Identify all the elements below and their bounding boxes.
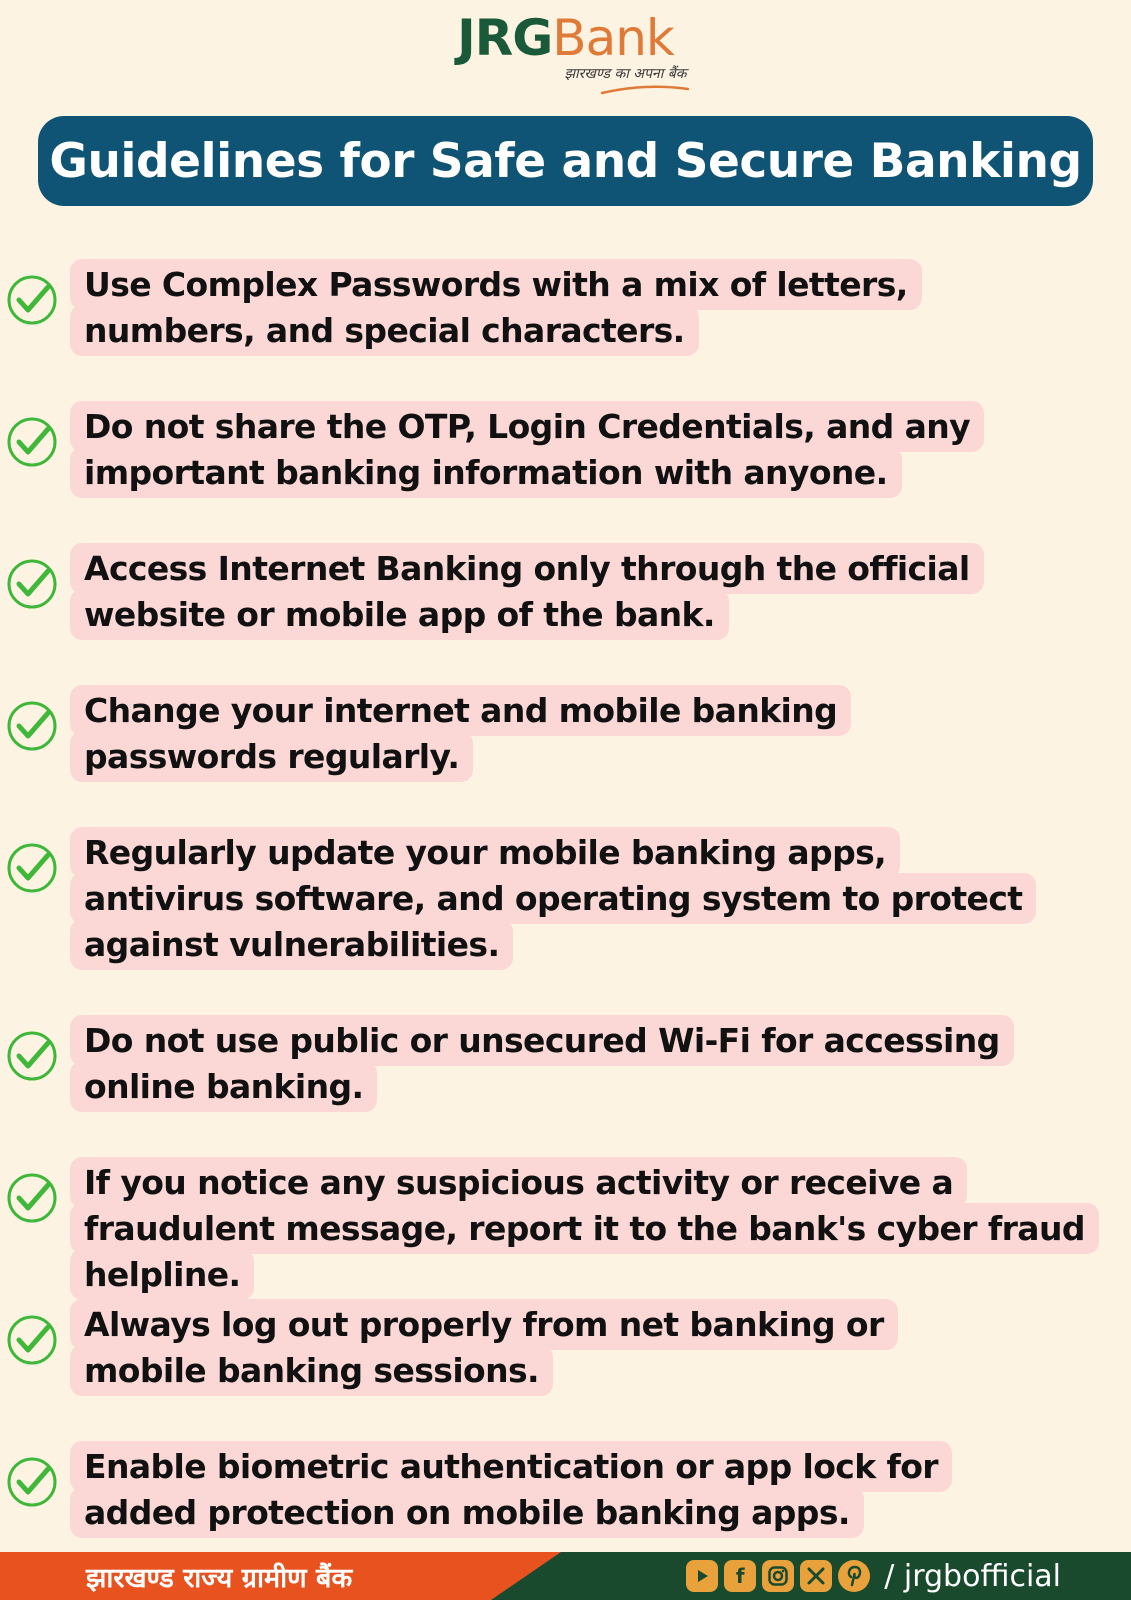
footer-bar	[0, 1552, 1131, 1600]
check-icon	[6, 416, 58, 468]
pinterest-icon[interactable]	[838, 1560, 870, 1592]
check-icon	[6, 1172, 58, 1224]
guideline-text: Enable biometric authentication or app lock for added protection on mobile banking apps.	[70, 1444, 1050, 1536]
guideline-text: Always log out properly from net banking or mobile banking sessions.	[70, 1302, 1010, 1394]
logo-swoosh-icon	[600, 85, 690, 95]
logo-tagline: झारखण्ड का अपना बैंक	[564, 66, 687, 82]
youtube-icon[interactable]	[686, 1560, 718, 1592]
check-icon	[6, 274, 58, 326]
guideline-text: Change your internet and mobile banking passwords regularly.	[70, 688, 1030, 780]
title-banner	[38, 116, 1093, 206]
guideline-text: Do not share the OTP, Login Credentials, and any important banking information with anyone.	[70, 404, 1120, 496]
facebook-icon[interactable]: f	[724, 1560, 756, 1592]
check-icon	[6, 1314, 58, 1366]
footer-bank-name: झारखण्ड राज्य ग्रामीण बैंक	[86, 1563, 353, 1594]
check-icon	[6, 842, 58, 894]
bank-logo	[0, 8, 1131, 95]
x-icon[interactable]	[800, 1560, 832, 1592]
page-title: Guidelines for Safe and Secure Banking	[49, 133, 1082, 189]
check-icon	[6, 1030, 58, 1082]
check-icon	[6, 700, 58, 752]
social-handle[interactable]: / jrgbofficial	[884, 1558, 1061, 1594]
guideline-text: Do not use public or unsecured Wi-Fi for accessing online banking.	[70, 1018, 1120, 1110]
guideline-text: Regularly update your mobile banking apps, antivirus software, and operating system to protect against vulnerabilities.	[70, 830, 1040, 968]
check-icon	[6, 558, 58, 610]
logo-jrg: JRG	[457, 9, 553, 67]
guideline-text: Access Internet Banking only through the official website or mobile app of the bank.	[70, 546, 1110, 638]
guideline-text: If you notice any suspicious activity or receive a fraudulent message, report it to the bank's cyber fraud helpline.	[70, 1160, 1120, 1298]
check-icon	[6, 1456, 58, 1508]
guideline-text: Use Complex Passwords with a mix of letters, numbers, and special characters.	[70, 262, 1080, 354]
instagram-icon[interactable]	[762, 1560, 794, 1592]
logo-wordmark	[0, 8, 1131, 68]
social-links	[686, 1557, 1061, 1595]
logo-bank: Bank	[552, 9, 674, 67]
